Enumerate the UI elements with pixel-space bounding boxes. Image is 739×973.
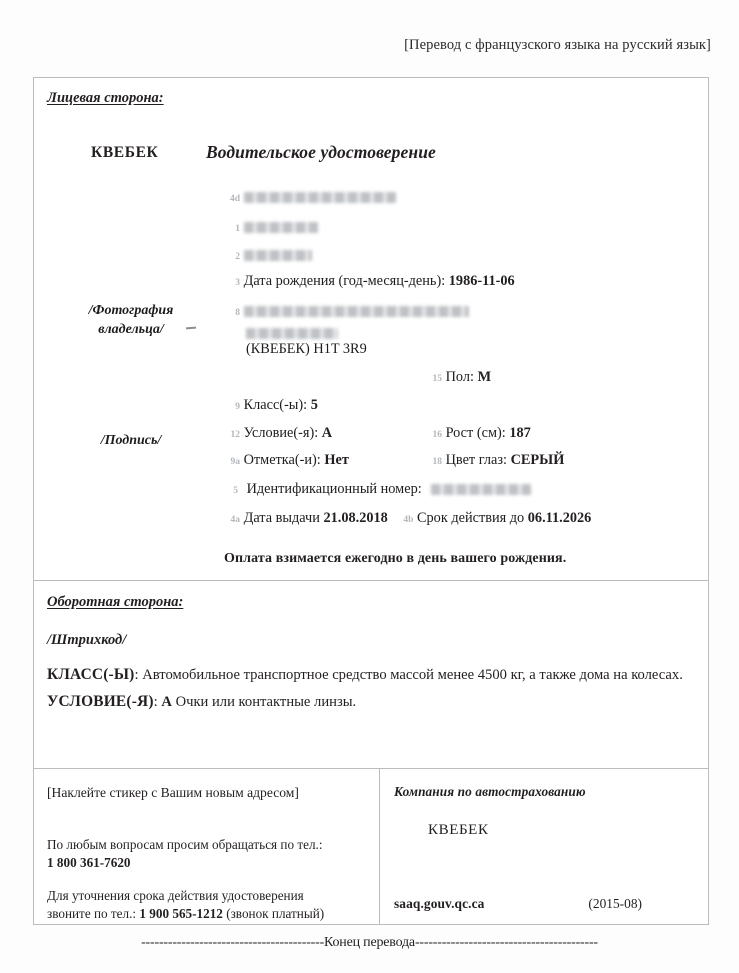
- issue-date-value: 21.08.2018: [323, 510, 388, 526]
- eye-color-value: СЕРЫЙ: [510, 452, 565, 468]
- id-number-label: Идентификационный номер:: [246, 481, 422, 497]
- redacted-id-number: [431, 484, 531, 495]
- sex-value: M: [477, 369, 492, 385]
- end-of-translation-line: -----------------------------------------Конец перевода-----------------------------------------: [141, 935, 598, 950]
- field-issue-expiry: [220, 511, 591, 527]
- validity-intro-line2: звоните по тел.:: [47, 905, 137, 921]
- website-link[interactable]: saaq.gouv.qc.ca: [394, 896, 485, 911]
- field-number-4d: 4d: [229, 194, 240, 204]
- height-label: Рост (см):: [445, 425, 506, 441]
- redacted-surname: [244, 222, 318, 233]
- field-number-16: 16: [432, 430, 442, 440]
- field-number-12: 12: [230, 430, 240, 440]
- field-number-4a: 4a: [230, 515, 240, 525]
- class-description-text: : Автомобильное транспортное средство массой менее 4500 кг, а также дома на колесах.: [134, 667, 683, 683]
- insurance-company-panel: [394, 784, 694, 911]
- document-frame: [33, 77, 709, 925]
- field-address-line2: [246, 326, 338, 342]
- endorsement-value: Нет: [324, 452, 349, 468]
- field-sex: [424, 370, 491, 386]
- expiry-date-label: Срок действия до: [416, 510, 525, 526]
- photo-caption-line1: /Фотография: [88, 303, 174, 318]
- field-address-city: [246, 342, 367, 358]
- redacted-given-name: [244, 250, 312, 261]
- condition-colon: :: [153, 694, 162, 711]
- barcode-placeholder-label: /Штрихкод/: [47, 632, 127, 648]
- field-endorsement: [220, 453, 349, 469]
- photo-caption-line2: владельца/: [98, 321, 164, 337]
- signature-placeholder-caption: /Подпись/: [100, 433, 162, 448]
- field-class: [224, 398, 318, 414]
- field-number-4b: 4b: [403, 515, 414, 525]
- side-divider: [34, 580, 708, 581]
- field-number-1: 1: [235, 224, 240, 234]
- contact-block: [47, 836, 367, 871]
- field-birth-date: [224, 274, 515, 290]
- field-number-9: 9: [235, 402, 240, 412]
- field-number-15: 15: [432, 374, 442, 384]
- field-number-9a: 9a: [230, 457, 240, 467]
- address-sticker-note: [Наклейте стикер с Вашим новым адресом]: [47, 785, 299, 800]
- conditions-label: Условие(-я):: [243, 425, 319, 441]
- form-version: (2015-08): [588, 896, 642, 911]
- redacted-document-number: [244, 192, 396, 203]
- address-city-text: (КВЕБЕК) H1T 3R9: [246, 341, 367, 357]
- contact-intro: По любым вопросам просим обращаться по тел.:: [47, 837, 323, 853]
- redacted-address-line2: [246, 328, 338, 339]
- contact-phone: 1 800 361-7620: [47, 854, 131, 870]
- birth-date-value: 1986-11-06: [448, 273, 515, 289]
- field-number-3: 3: [235, 278, 240, 288]
- issue-date-label: Дата выдачи: [243, 510, 320, 526]
- field-surname: [224, 220, 318, 236]
- class-description-key: КЛАСС(-Ы): [47, 666, 135, 683]
- condition-description-text: Очки или контактные линзы.: [171, 694, 357, 711]
- birth-date-label: Дата рождения (год-месяц-день):: [243, 273, 446, 289]
- validity-block: [47, 887, 367, 922]
- front-side-label: Лицевая сторона:: [47, 90, 164, 106]
- condition-code: A: [161, 694, 172, 711]
- condition-description-key: УСЛОВИЕ(-Я): [47, 693, 154, 711]
- address-sticker-panel: [47, 784, 367, 938]
- field-document-number: [224, 190, 396, 206]
- insurance-company-name: КВЕБЕК: [428, 822, 489, 838]
- eye-color-label: Цвет глаз:: [445, 452, 507, 468]
- class-label: Класс(-ы):: [243, 397, 308, 413]
- validity-line2: [47, 905, 367, 923]
- bottom-panels-divider: [34, 768, 708, 769]
- expiry-date-value: 06.11.2026: [527, 510, 592, 526]
- back-side-label: Оборотная сторона:: [47, 594, 184, 610]
- validity-phone: 1 900 565-1212: [139, 905, 223, 921]
- class-description-line: [47, 664, 697, 685]
- document-title: Водительское удостоверение: [206, 142, 436, 162]
- photo-placeholder-caption: [66, 302, 196, 340]
- sex-label: Пол:: [445, 369, 474, 385]
- field-number-18: 18: [432, 457, 442, 467]
- endorsement-label: Отметка(-и):: [243, 452, 321, 468]
- field-number-2: 2: [235, 252, 240, 262]
- field-number-5: 5: [233, 486, 238, 496]
- issuer-heading: КВЕБЕК: [91, 144, 159, 161]
- insurance-company-label: Компания по автострахованию: [394, 784, 586, 799]
- conditions-value: A: [321, 425, 333, 441]
- field-height: [424, 426, 531, 442]
- field-conditions: [221, 426, 332, 442]
- condition-description-line: [47, 691, 697, 712]
- translation-note: [Перевод с французского языка на русский язык]: [404, 37, 711, 53]
- class-condition-description: [47, 664, 697, 719]
- insurance-panel-footer: [394, 896, 684, 912]
- class-value: 5: [310, 397, 318, 413]
- field-eye-color: [424, 453, 564, 469]
- bottom-panels-vertical-divider: [379, 768, 380, 924]
- height-value: 187: [509, 425, 531, 441]
- field-given-name: [224, 248, 312, 264]
- validity-intro-line1: Для уточнения срока действия удостоверения: [47, 888, 304, 904]
- field-address-line1: [224, 304, 469, 320]
- field-number-8: 8: [235, 308, 240, 318]
- payment-note: Оплата взимается ежегодно в день вашего рождения.: [224, 551, 567, 566]
- redacted-address-line1: [244, 306, 469, 317]
- field-id-number: [224, 482, 531, 498]
- validity-note: (звонок платный): [222, 905, 325, 921]
